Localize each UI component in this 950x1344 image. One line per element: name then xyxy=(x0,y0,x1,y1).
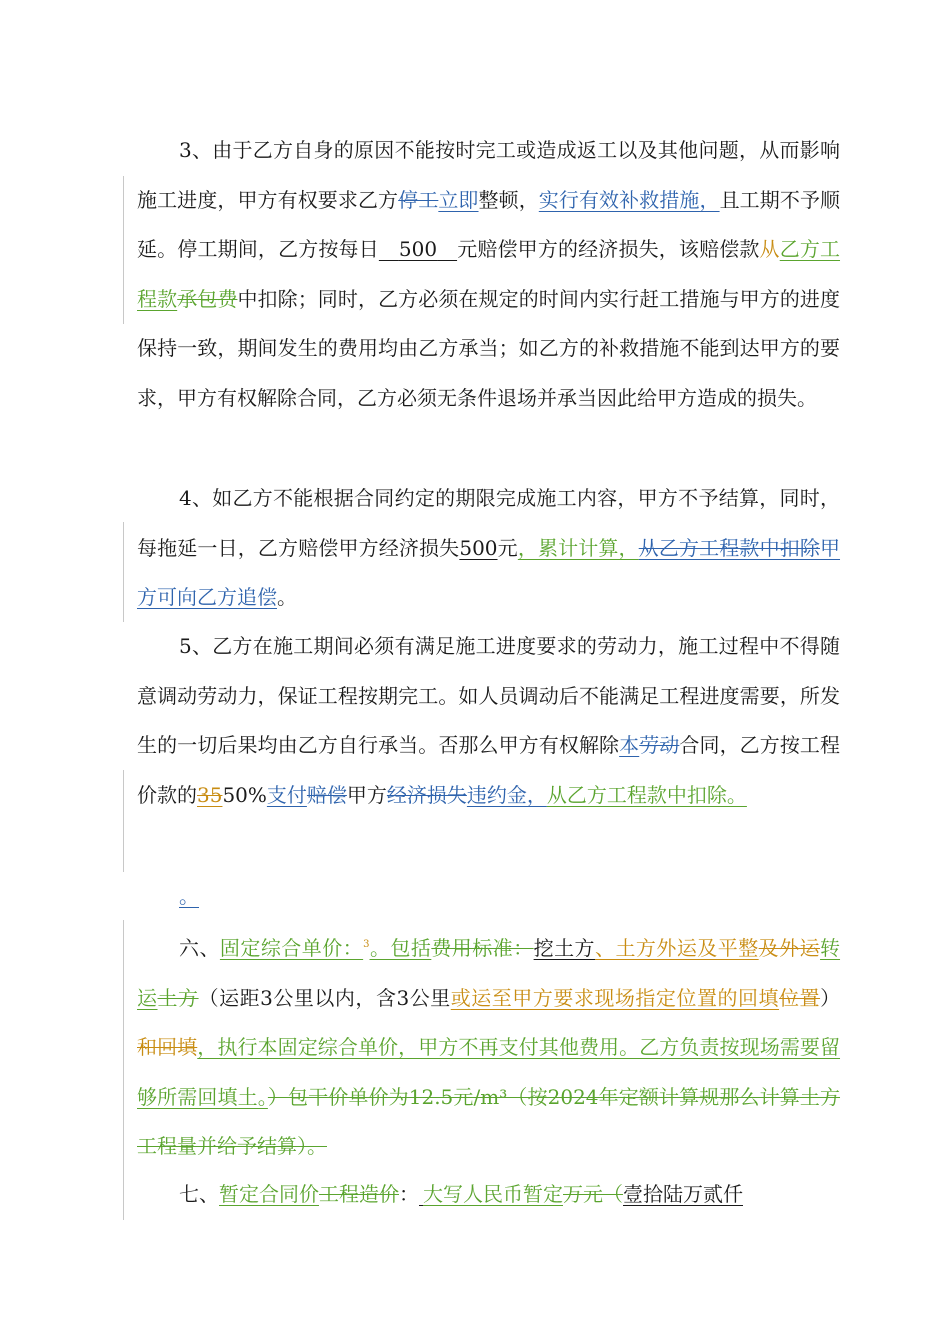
text-run: 中扣除；同时，乙方必须在规定的时间内实行赶工措施与甲方的进度保持一致，期间发生的费用均由乙方承当；如乙方的补救措施不能到达甲方的要求，甲方有权解除合同，乙方必须无条件退场并承当因此给甲方造成的损失。 xyxy=(137,286,841,410)
text-run: 元赔偿甲方的经济损失，该赔偿款 xyxy=(457,237,760,261)
inserted-text: 暂定合同价 xyxy=(219,1182,319,1206)
inserted-text: ，执行本固定综合单价，甲方不再支付其他费用。乙方负责按现场需要留够所需回填土。 xyxy=(137,1035,841,1109)
inserted-text: 违约金， xyxy=(466,782,547,807)
deleted-text: 工程造价 xyxy=(319,1182,399,1206)
inserted-text: 、土方外运及平整 xyxy=(595,936,759,960)
underlined-text: 壹拾陆万贰仟 xyxy=(623,1182,743,1206)
inserted-text: 支付 xyxy=(266,782,307,807)
inserted-text: 甲方可向乙方追偿 xyxy=(137,535,841,609)
deleted-text: 35 xyxy=(197,782,223,807)
inserted-text: 或运至甲方要求现场指定位置的回填 xyxy=(450,985,780,1010)
inserted-text: 本 xyxy=(619,733,640,757)
superscript-mark: 3 xyxy=(363,939,370,950)
inserted-text: 大写人民币暂定 xyxy=(423,1182,563,1206)
inserted-text: 转运 xyxy=(137,936,841,1010)
deleted-text: 位置 xyxy=(779,985,821,1010)
inserted-text: 固定综合单价： xyxy=(219,936,364,960)
text-run: 合同，乙方按工程价款的 xyxy=(137,733,841,807)
deleted-text: 土方 xyxy=(157,985,199,1010)
text-run: 50% xyxy=(222,782,267,807)
inserted-text: 从乙方工程款中扣除。 xyxy=(546,782,747,807)
inserted-text: 实行有效补救措施， xyxy=(538,187,720,212)
text-run: ： xyxy=(399,1182,419,1206)
deleted-text: 劳动 xyxy=(639,733,680,757)
inserted-text: 。包括 xyxy=(369,936,432,960)
text-run: 元 xyxy=(497,535,518,560)
amount-blank xyxy=(379,237,457,261)
text-run: 5、乙方在施工期间必须有满足施工进度要求的劳动力，施工过程中不得随意调动劳动力，保证工程按期完工。如人员调动后不能满足工程进度需要，所发生的一切后果均由乙方自行承当。否那么甲方有权解除 xyxy=(137,634,840,757)
text-run: 3、由于乙方自身的原因不能按时完工或造成返工以及其他问题，从而影响施工进度，甲方有权要求乙方 xyxy=(137,138,840,212)
inserted-text: ，累计计算， xyxy=(517,535,639,560)
inserted-text: 从 xyxy=(759,237,780,261)
inserted-text: 。 xyxy=(179,884,199,908)
text-run: （运距3公里以内，含3公里 xyxy=(198,985,451,1010)
daily-loss-amount: 500 xyxy=(459,535,498,560)
paragraph-5 xyxy=(137,622,840,820)
deleted-text: 及外运 xyxy=(758,936,821,960)
deleted-text: 和回填 xyxy=(137,1035,198,1059)
text-run: 甲方 xyxy=(346,782,387,807)
daily-penalty-amount: 500 xyxy=(398,237,438,261)
section-number: 七、 xyxy=(179,1182,219,1206)
revision-bar xyxy=(123,770,124,872)
text-run: 整顿， xyxy=(478,187,539,212)
revision-bar xyxy=(123,176,124,324)
deleted-text: 停工 xyxy=(398,187,439,212)
revision-bar xyxy=(123,522,124,622)
text-run: ） xyxy=(820,985,841,1010)
deleted-text: 经济损失 xyxy=(386,782,467,807)
deleted-text: 费用标准： xyxy=(431,936,534,960)
deleted-text: 从乙方工程款中扣除 xyxy=(638,535,821,560)
paragraph-3 xyxy=(137,126,840,423)
section-number: 六、 xyxy=(179,936,220,960)
text-run: 。 xyxy=(277,585,297,609)
paragraph-7 xyxy=(137,1170,840,1220)
text-run: 且工期不予顺延。停工期间，乙方按每日 xyxy=(137,187,841,261)
inserted-text: 乙方工程款 xyxy=(137,237,841,311)
underlined-text: 挖土方 xyxy=(533,936,595,960)
deleted-text: ）包干价单价为12.5元/m³（按2024年定额计算规那么计算土方工程量并给予结算）。 xyxy=(137,1084,841,1158)
deleted-text: 赔偿 xyxy=(306,782,347,807)
text-run: 4、如乙方不能根据合同约定的期限完成施工内容，甲方不予结算，同时，每拖延一日，乙方赔偿甲方经济损失 xyxy=(137,486,840,560)
paragraph-4 xyxy=(137,474,840,623)
inserted-text: 立即 xyxy=(438,187,479,212)
deleted-text: 万元（ xyxy=(563,1182,623,1206)
inserted-mark-line xyxy=(179,872,279,922)
revision-bar xyxy=(123,920,124,1220)
deleted-text: 承包费 xyxy=(177,286,238,311)
paragraph-6 xyxy=(137,920,840,1172)
